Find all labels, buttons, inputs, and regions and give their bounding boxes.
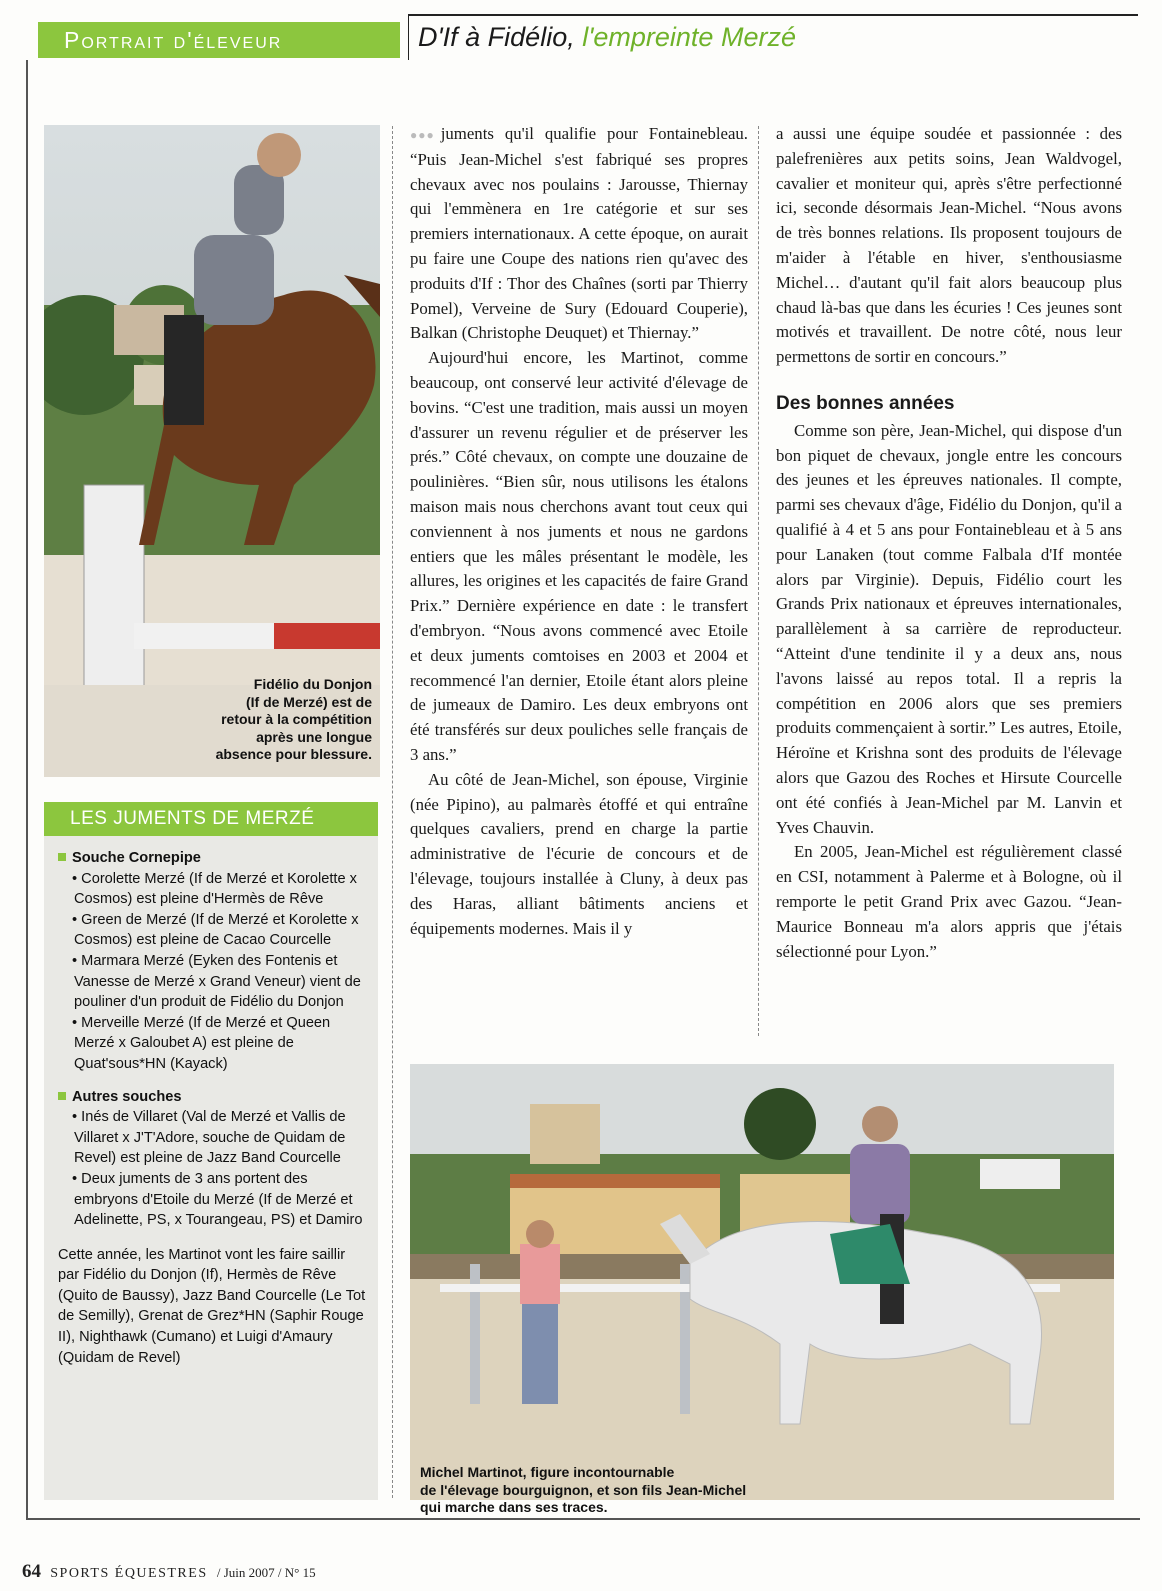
sidebar-list-item: • Merveille Merzé (If de Merzé et Queen Merzé x Galoubet A) est pleine de Quat'sous*HN (Kayack) — [72, 1014, 331, 1072]
col2-paragraph: Aujourd'hui encore, les Martinot, comme beaucoup, ont conservé leur activité d'élevage de bovins. “C'est une tradition, mais aussi un moyen d'assurer un revenu régulier et de préserver les prés.” Côté chevaux, on compte une douzaine de poulinières. “Bien sûr, nous utilisons les étalons maison mais nous cherchons avant tout ceux qui conviennent à nos juments et nous ne gardons entiers que les mâles présentant le modèle, les allures, les origines et les capacités de faire Grand Prix.” Dernière expérience en date : le transfert d'embryon. “Nous avons commencé avec Etoile et deux juments comtoises en 2003 et 2004 et recommencé l'an dernier, Etoile étant alors pleine de jumeaux de Damiro. Les deux embryons ont été transférés sur deux pouliches selle français de 3 ans.” — [410, 348, 748, 764]
article-title — [418, 22, 796, 53]
sidebar-list-item: • Inés de Villaret (Val de Merzé et Vallis de Villaret x J'T'Adore, souche de Quidam de Revel) est pleine de Jazz Band Courcelle — [72, 1109, 346, 1167]
photo2-caption-line: Michel Martinot, figure incontournable — [420, 1464, 675, 1480]
sidebar-list-item: • Green de Merzé (If de Merzé et Korolette x Cosmos) est pleine de Cacao Courcelle — [72, 911, 359, 949]
sidebar-section-heading: Souche Cornepipe — [58, 848, 368, 869]
page-number: 64 — [22, 1561, 41, 1582]
section-heading: Des bonnes années — [776, 392, 955, 414]
photo1-caption-line: retour à la compétition — [221, 711, 372, 727]
sidebar-list-item: • Marmara Merzé (Eyken des Fontenis et Vanesse de Merzé x Grand Veneur) vient de pouliner d'un produit de Fidélio du Donjon — [72, 952, 361, 1011]
sidebar-title: LES JUMENTS DE MERZÉ — [44, 802, 378, 836]
photo1-caption-line: (If de Merzé) est de — [245, 693, 372, 710]
section-label: Portrait d'éleveur — [38, 22, 400, 58]
photo1-caption-line: après une longue — [256, 728, 372, 745]
col2-p1-text: juments qu'il qualifie pour Fontainebleau. “Puis Jean-Michel s'est fabriqué ses propres chevaux avec nos poulains : Jarousse, Thiernay qui l'emmènera en 1re catégorie et sur ses premiers internationaux. A cette époque, on aurait pu faire une Coupe des nations rien qu'avec des produits d'If : Thor des Chaînes (sorti par Thierry Pomel), Verveine de Sury (Edouard Couperie), Balkan (Christophe Deuquet) et Thiernay.” — [410, 124, 748, 343]
title-accent: l'empreinte Merzé — [582, 22, 796, 52]
magazine-name: SPORTS ÉQUESTRES — [50, 1566, 208, 1581]
sidebar-section-heading: Autres souches — [58, 1087, 368, 1108]
sidebar-list-item: • Deux juments de 3 ans portent des embryons d'Etoile du Merzé (If de Merzé et Adelinette, PS, x Tourangeau, PS) et Damiro — [72, 1170, 363, 1229]
title-main: D'If à Fidélio, — [418, 22, 575, 52]
col2-paragraph — [410, 122, 748, 346]
frame-rule-bottom — [26, 1518, 1140, 1520]
continuation-dots: ●●● — [410, 128, 435, 142]
issue-info: / Juin 2007 / N° 15 — [216, 1565, 316, 1580]
sidebar-body — [58, 848, 368, 1368]
photo2-caption — [420, 1464, 746, 1517]
column-divider — [758, 126, 759, 1036]
arena-illustration — [410, 1064, 1114, 1500]
col3-paragraph: En 2005, Jean-Michel est régulièrement classé en CSI, notamment à Palerme et à Bologne, où il remporte le petit Grand Prix avec Gazou. “Jean-Maurice Bonneau m'a alors appris que j'étais sélectionné pour Lyon.” — [776, 842, 1122, 961]
photo1-caption — [200, 676, 372, 764]
photo2-caption-line: de l'élevage bourguignon, et son fils Jean-Michel — [420, 1481, 747, 1498]
photo-father-son — [410, 1064, 1114, 1500]
page-footer — [22, 1561, 316, 1583]
article-column-2 — [410, 122, 748, 941]
col3-paragraph: a aussi une équipe soudée et passionnée : des palefrenières aux petits soins, Jean Waldvogel, cavalier et moniteur qui, après s'être perfectionné ici, seconde désormais Jean-Michel. “Nous avons de très bonnes relations. Ils proposent toujours de m'aider à l'étable en hiver, s'enthousiasme Michel… d'autant qu'il fait alors beaucoup plus chaud là-bas que dans les écuries ! Ces jeunes sont motivés et travaillent. De notre côté, nous leur permettons de sortir en concours.” — [776, 124, 1122, 367]
sidebar-list-item: • Corolette Merzé (If de Merzé et Korolette x Cosmos) est pleine d'Hermès de Rêve — [72, 870, 357, 908]
column-divider — [392, 126, 393, 1498]
frame-rule-left — [26, 60, 28, 1518]
photo1-caption-line: absence pour blessure. — [215, 746, 372, 762]
sidebar-note: Cette année, les Martinot vont les faire saillir par Fidélio du Donjon (If), Hermès de Rêve (Quito de Baussy), Jazz Band Courcelle (Le Tot de Semilly), Grenat de Grez*HN (Saphir Rouge II), Nighthawk (Cumano) et Luigi d'Amaury (Quidam de Revel) — [58, 1246, 366, 1366]
photo2-caption-line: qui marche dans ses traces. — [420, 1499, 608, 1515]
article-column-3 — [776, 122, 1122, 964]
col3-paragraph: Comme son père, Jean-Michel, qui dispose d'un bon piquet de chevaux, jongle entre les concours des jeunes et les épreuves nationales. Il compte, parmi ses chevaux d'âge, Fidélio du Donjon, qu'il a qualifié à 4 et 5 ans pour Fontainebleau et à 5 ans pour Lanaken (tout comme Falbala d'If montée alors par Virginie). Depuis, Fidélio court les Grands Prix nationaux et épreuves internationales, parallèlement à sa carrière de reproducteur. “Atteint d'une tendinite il y a deux ans, nous l'avons laissé au repos total. Il a repris la compétition en 2006 alors que ses premiers produits commençaient à sortir.” Les autres, Etoile, Héroïne et Krishna sont des produits de l'élevage alors que Gazou des Roches et Hirsute Courcelle ont été confiés à Jean-Michel par M. Lanvin et Yves Chauvin. — [776, 420, 1122, 837]
photo1-caption-line: Fidélio du Donjon — [253, 676, 372, 692]
col2-paragraph: Au côté de Jean-Michel, son épouse, Virginie (née Pipino), au palmarès étoffé et qui entraîne quelques cavaliers, prend en charge la partie administrative de l'écurie de concours et de l'élevage, toujours installée à Cluny, à deux pas des Haras, alliant bâtiments anciens et équipements modernes. Mais il y — [410, 769, 748, 938]
